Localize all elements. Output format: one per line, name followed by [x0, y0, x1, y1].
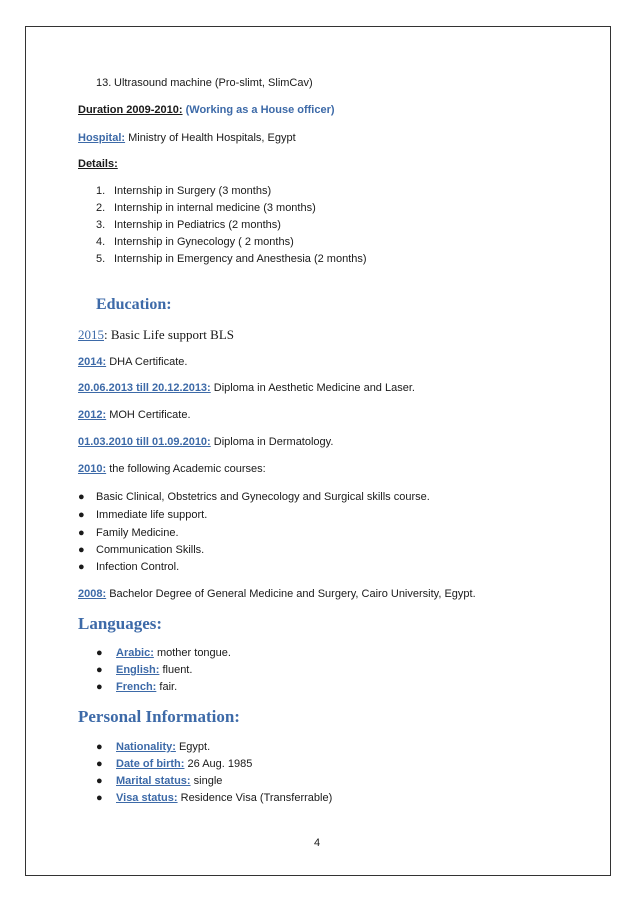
- language-label: Arabic:: [116, 647, 154, 659]
- language-value: mother tongue.: [156, 647, 231, 659]
- personal-label: Date of birth:: [116, 758, 185, 770]
- hospital-line: [78, 131, 296, 145]
- list-item: [96, 235, 294, 249]
- bullet-icon: ●: [96, 775, 103, 787]
- duration-label: Duration 2009-2010:: [78, 104, 183, 116]
- entry-text: the following Academic courses:: [109, 463, 266, 475]
- bachelor-line: [78, 587, 476, 601]
- equipment-item: [96, 76, 313, 90]
- hospital-label: Hospital:: [78, 132, 126, 144]
- bullet-icon: ●: [96, 647, 103, 659]
- personal-label: Nationality:: [116, 741, 176, 753]
- item-number: 13.: [96, 77, 112, 89]
- personal-label: Visa status:: [116, 792, 178, 804]
- course-item: Communication Skills.: [96, 544, 205, 556]
- education-entry: [78, 355, 187, 369]
- bullet-icon: ●: [96, 664, 103, 676]
- education-entry: [78, 435, 333, 449]
- item-text: Internship in Pediatrics (2 months): [114, 219, 281, 231]
- personal-label: Marital status:: [116, 775, 191, 787]
- entry-label: 2010:: [78, 463, 107, 475]
- entry-label: 20.06.2013 till 20.12.2013:: [78, 382, 211, 394]
- language-item: [116, 646, 231, 660]
- language-label: French:: [116, 681, 157, 693]
- personal-value: single: [193, 775, 223, 787]
- language-value: fluent.: [162, 664, 193, 676]
- entry-label: 2012:: [78, 409, 107, 421]
- hospital-value: Ministry of Health Hospitals, Egypt: [128, 132, 296, 144]
- item-number: 4.: [96, 236, 106, 248]
- item-text: Internship in Emergency and Anesthesia (2 months): [114, 253, 367, 265]
- entry-label: 2014:: [78, 356, 107, 368]
- bullet-icon: ●: [78, 561, 85, 573]
- list-item: [96, 201, 316, 215]
- bls-text: : Basic Life support BLS: [104, 327, 234, 342]
- entry-text: Diploma in Dermatology.: [213, 436, 334, 448]
- education-entry: [78, 462, 266, 476]
- item-number: 5.: [96, 253, 106, 265]
- personal-value: 26 Aug. 1985: [187, 758, 253, 770]
- personal-item: [116, 774, 222, 788]
- personal-value: Egypt.: [178, 741, 211, 753]
- language-item: [116, 663, 192, 677]
- entry-text: MOH Certificate.: [109, 409, 191, 421]
- bullet-icon: ●: [78, 491, 85, 503]
- personal-item: [116, 740, 210, 754]
- personal-heading: Personal Information:: [78, 707, 240, 726]
- languages-heading: Languages:: [78, 614, 163, 633]
- language-value: fair.: [159, 681, 178, 693]
- item-text: Internship in Surgery (3 months): [114, 185, 272, 197]
- course-item: Infection Control.: [96, 561, 180, 573]
- bullet-icon: ●: [96, 681, 103, 693]
- bullet-icon: ●: [96, 792, 103, 804]
- personal-item: [116, 757, 252, 771]
- course-item: Family Medicine.: [96, 527, 179, 539]
- duration-role: (Working as a House officer): [185, 104, 335, 116]
- page-number: 4: [314, 837, 321, 849]
- language-item: [116, 680, 177, 694]
- course-item: Basic Clinical, Obstetrics and Gynecology and Surgical skills course.: [96, 491, 430, 503]
- item-text: Internship in Gynecology ( 2 months): [114, 236, 294, 248]
- bls-line: [78, 327, 234, 343]
- item-number: 1.: [96, 185, 106, 197]
- education-entry: [78, 408, 191, 422]
- course-item: Immediate life support.: [96, 509, 208, 521]
- list-item: [96, 252, 367, 266]
- bullet-icon: ●: [78, 527, 85, 539]
- bullet-icon: ●: [96, 741, 103, 753]
- entry-label: 01.03.2010 till 01.09.2010:: [78, 436, 211, 448]
- page-border: [25, 26, 611, 876]
- item-number: 2.: [96, 202, 106, 214]
- education-entry: [78, 381, 415, 395]
- entry-text: DHA Certificate.: [109, 356, 188, 368]
- entry-label: 2008:: [78, 588, 107, 600]
- personal-item: [116, 791, 332, 805]
- entry-text: Diploma in Aesthetic Medicine and Laser.: [213, 382, 415, 394]
- language-label: English:: [116, 664, 160, 676]
- bullet-icon: ●: [78, 509, 85, 521]
- education-heading: Education:: [96, 296, 172, 313]
- bls-year: 2015: [78, 327, 104, 342]
- item-text: Internship in internal medicine (3 months): [114, 202, 316, 214]
- item-text: Ultrasound machine (Pro-slimt, SlimCav): [114, 77, 313, 89]
- personal-value: Residence Visa (Transferrable): [180, 792, 333, 804]
- list-item: [96, 184, 271, 198]
- list-item: [96, 218, 281, 232]
- bullet-icon: ●: [96, 758, 103, 770]
- bullet-icon: ●: [78, 544, 85, 556]
- entry-text: Bachelor Degree of General Medicine and Surgery, Cairo University, Egypt.: [109, 588, 476, 600]
- details-label: Details:: [78, 158, 118, 170]
- duration-line: [78, 103, 335, 117]
- item-number: 3.: [96, 219, 106, 231]
